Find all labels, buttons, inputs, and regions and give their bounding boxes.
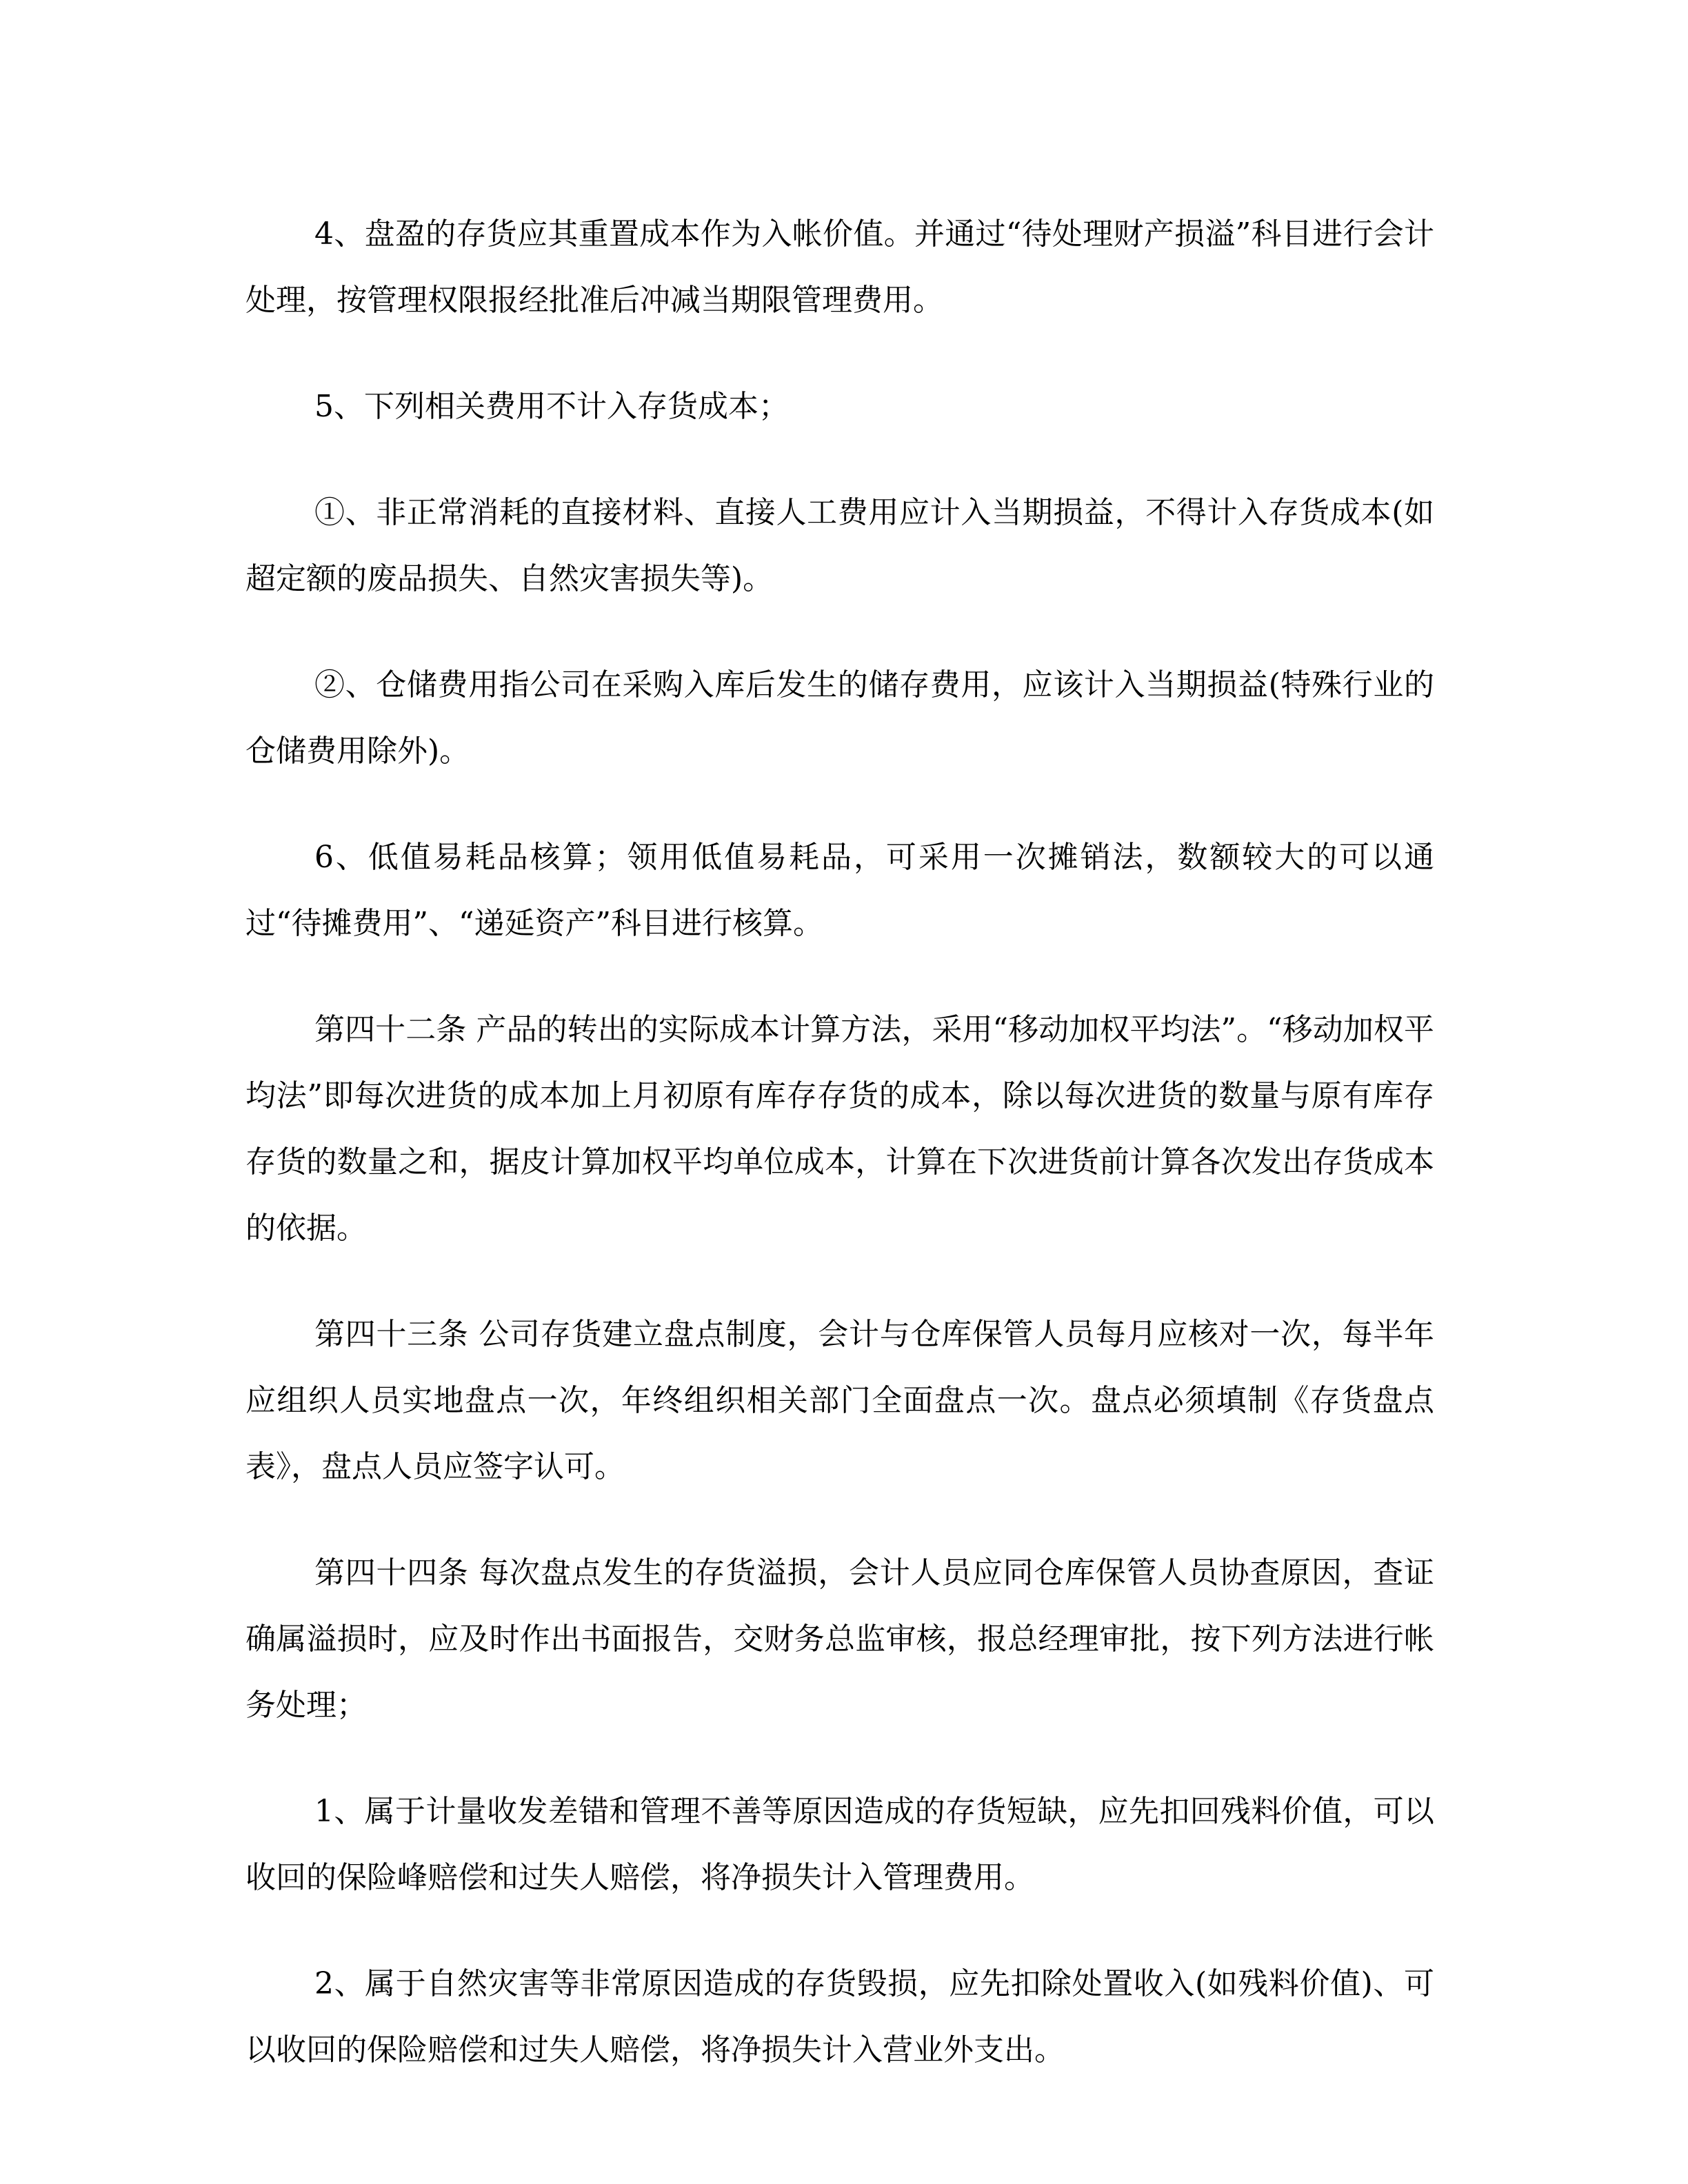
paragraph-shortage-management: 1、属于计量收发差错和管理不善等原因造成的存货短缺，应先扣回残料价值，可以收回的保险峰赔偿和过失人赔偿，将净损失计入管理费用。 [245,1794,1434,1895]
paragraph-natural-disaster-loss: 2、属于自然灾害等非常原因造成的存货毁损，应先扣除处置收入(如残料价值)、可以收回的保险赔偿和过失人赔偿，将净损失计入营业外支出。 [245,1966,1434,2067]
paragraph-abnormal-consumption: ①、非正常消耗的直接材料、直接人工费用应计入当期损益，不得计入存货成本(如超定额的废品损失、自然灾害损失等)。 [245,495,1434,596]
paragraph-excluded-costs-heading: 5、下列相关费用不计入存货成本； [314,389,789,424]
document-body [245,201,1434,2123]
paragraph-inventory-surplus: 4、盘盈的存货应其重置成本作为入帐价值。并通过“待处理财产损溢”科目进行会计处理，按管理权限报经批准后冲减当期限管理费用。 [245,216,1434,318]
paragraph-storage-costs: ②、仓储费用指公司在采购入库后发生的储存费用，应该计入当期损益(特殊行业的仓储费用除外)。 [245,667,1434,769]
paragraph-article-44: 第四十四条 每次盘点发生的存货溢损，会计人员应同仓库保管人员协查原因，查证确属溢损时，应及时作出书面报告，交财务总监审核，报总经理审批，按下列方法进行帐务处理； [245,1555,1434,1723]
paragraph-low-value-consumables: 6、低值易耗品核算；领用低值易耗品，可采用一次摊销法，数额较大的可以通过“待摊费用”、“递延资产”科目进行核算。 [245,840,1434,941]
paragraph-article-43: 第四十三条 公司存货建立盘点制度，会计与仓库保管人员每月应核对一次，每半年应组织人员实地盘点一次，年终组织相关部门全面盘点一次。盘点必须填制《存货盘点表》，盘点人员应签字认可。 [245,1317,1434,1484]
paragraph-article-42: 第四十二条 产品的转出的实际成本计算方法，采用“移动加权平均法”。“移动加权平均法”即每次进货的成本加上月初原有库存存货的成本，除以每次进货的数量与原有库存存货的数量之和，据皮计算加权平均单位成本，计算在下次进货前计算各次发出存货成本的依据。 [245,1012,1434,1246]
